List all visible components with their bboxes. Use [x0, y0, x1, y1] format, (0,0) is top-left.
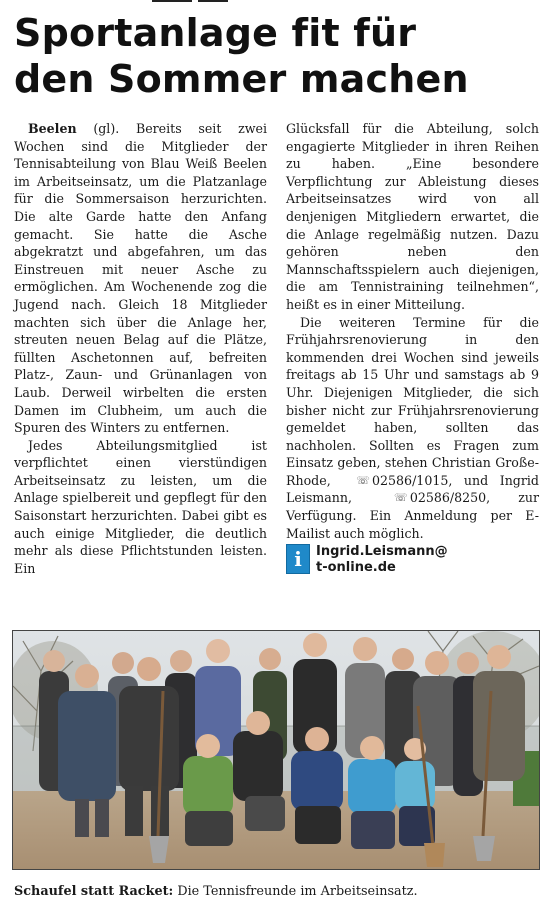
article-headline [14, 10, 544, 102]
headline-line-1: Sportanlage fit für [14, 11, 417, 55]
email-line-2: t-online.de [316, 560, 396, 576]
paragraph-1-text: (gl). Bereits seit zwei Wochen sind die Mitglieder der Tennisabteilung von Blau Weiß Beelen im Arbeitseinsatz, um die Platzanlage für die Sommersaison herzurichten. Die alte Garde hatte den Anfang gemacht. Sie hatte die Asche abgekratzt und abgefahren, um das Einstreuen mit neuer Asche zu ermöglichen. Am Wochenende zog die Jugend nach. Gleich 18 Mitglieder machten sich über die Anlage her, streuten neuen Belag auf die Plätze, füllten Aschetonnen auf, befreiten Platz-, Zaun- und Grünanlagen von Laub. Derweil wirbelten die ersten Damen im Clubheim, um auch die Spuren des Winters zu entfernen. [14, 121, 267, 436]
telephone-icon: ☏ [394, 491, 408, 505]
paragraph-3-mid: , und Ingrid Leismann, [286, 472, 539, 506]
paragraph-3-end: , zur Verfügung. Ein Anmeldung per E-Mailist auch möglich. [286, 490, 539, 541]
paragraph-3 [286, 314, 539, 543]
clipped-top-text [0, 0, 550, 4]
paragraph-1 [14, 120, 267, 437]
phone-number-2: 02586/8250 [409, 490, 487, 506]
phone-number-1: 02586/1015 [372, 472, 449, 488]
group-photo-illustration [13, 631, 539, 869]
dateline: Beelen [28, 121, 77, 136]
caption-text: Die Tennisfreunde im Arbeitseinsatz. [173, 884, 418, 899]
article-column-right [286, 120, 539, 576]
email-line-1: Ingrid.Leismann@ [316, 544, 448, 560]
paragraph-2: Jedes Abteilungsmitglied ist verpflichtet einen vierstündigen Arbeitseinsatz zu leisten, um die Anlage spielbereit und gepflegt für den Saisonstart herzurichten. Dabei gibt es auch einige Mitglieder, die deutlich mehr als diese Pflichtstunden leisten. Ein [14, 437, 267, 576]
paragraph-3-text: Die weiteren Termine für die Frühjahrsrenovierung in den kommenden drei Wochen sind jeweils freitags ab 15 Uhr und samstags ab 9 Uhr. Diejenigen Mitglieder, die sich bisher nicht zur Frühjahrsrenovierung gemeldet haben, sollten das nachholen. Sollten es Fragen zum Einsatz geben, stehen Christian Große-Rhode, [286, 314, 539, 488]
telephone-icon: ☏ [356, 473, 370, 487]
contact-info [286, 544, 539, 576]
headline-line-2: den Sommer machen [14, 57, 469, 101]
article-column-left [14, 120, 267, 577]
caption-lead: Schaufel statt Racket: [14, 884, 174, 899]
photo-caption [14, 884, 544, 900]
paragraph-continued: Glücksfall für die Abteilung, solch engagierte Mitglieder in ihren Reihen zu haben. „Eine besondere Verpflichtung zur Ableistung dieses Arbeitseinsatzes wird von all denjenigen Mitgliedern erwartet, die die Anlage regelmäßig nutzen. Dazu gehören neben den Mannschaftsspielern auch diejenigen, die am Tennistraining teilnehmen“, heißt es in einer Mitteilung. [286, 121, 539, 312]
group-photo [12, 630, 540, 870]
info-icon: i [286, 544, 310, 574]
